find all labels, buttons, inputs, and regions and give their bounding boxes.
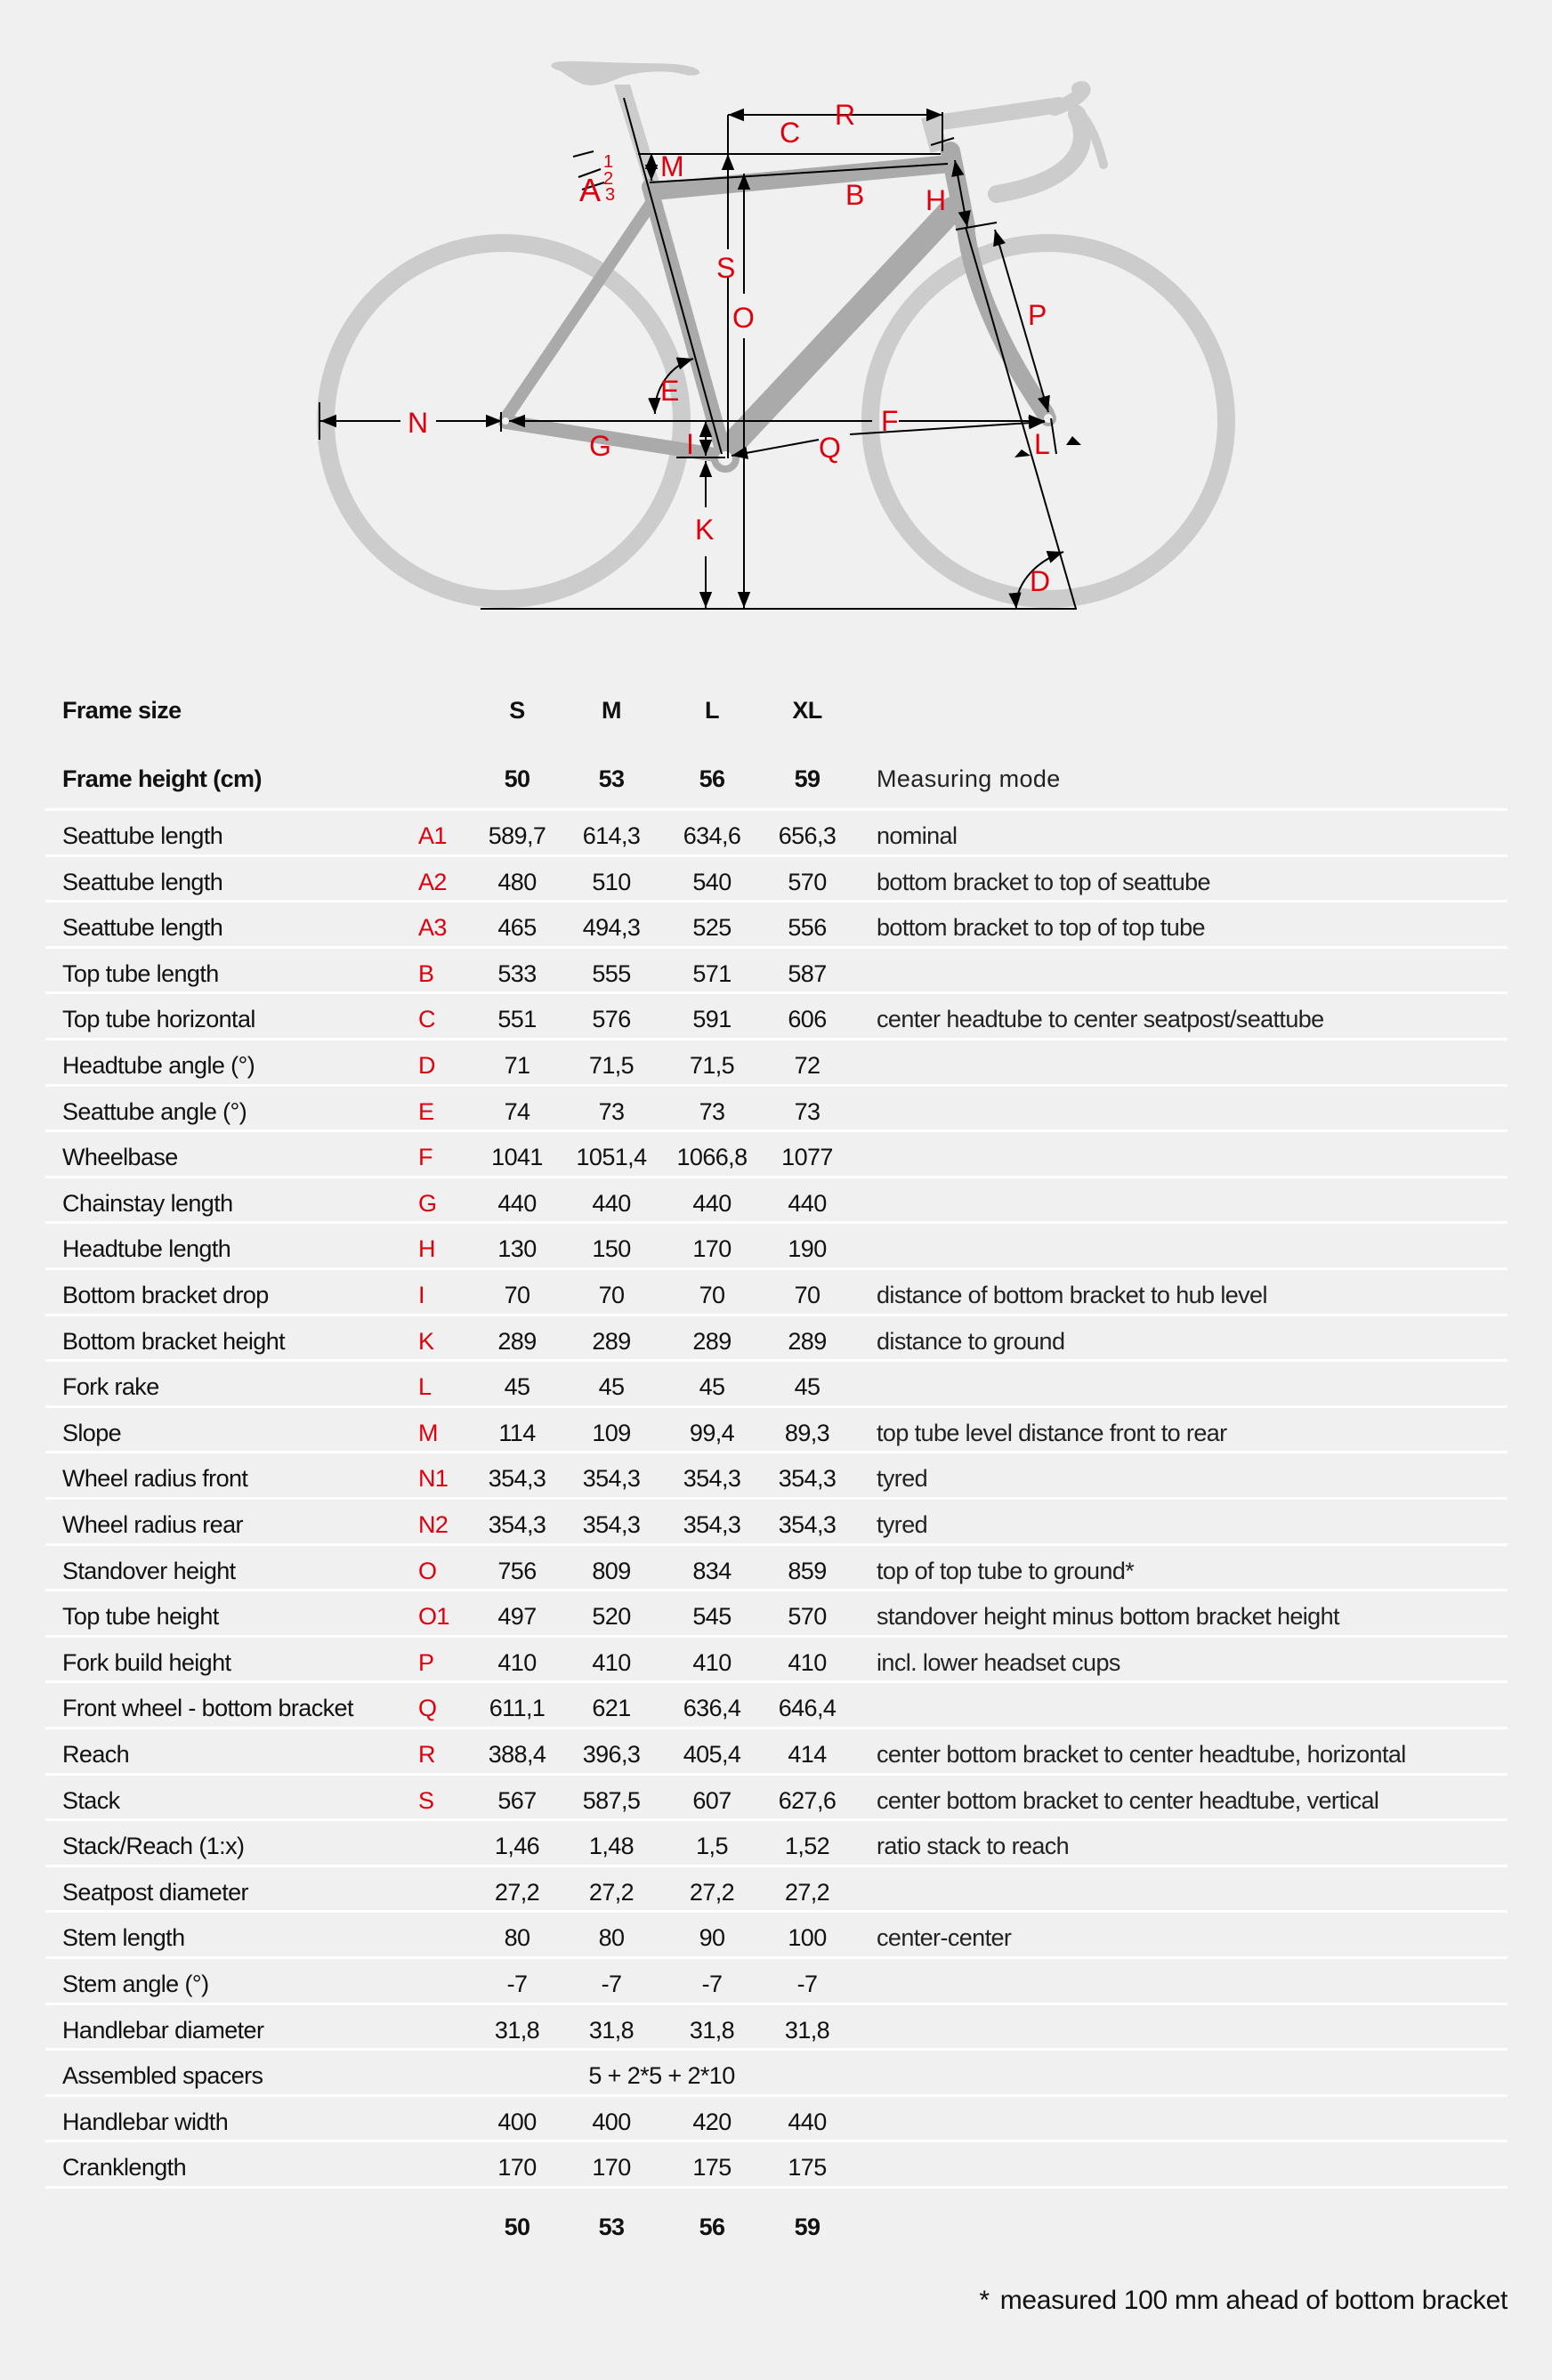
row-description: center bottom bracket to center headtube, vertical xyxy=(877,1787,1379,1814)
table-row xyxy=(0,1869,1552,1915)
row-label: Chainstay length xyxy=(62,1190,233,1217)
row-separator xyxy=(45,1589,1508,1591)
table-row xyxy=(0,1639,1552,1686)
table-row xyxy=(0,1455,1552,1502)
row-value-l: 1,5 xyxy=(696,1833,728,1859)
row-code: C xyxy=(418,1006,435,1032)
size-xl: XL xyxy=(792,697,822,724)
row-label: Seattube length xyxy=(62,914,223,941)
row-separator xyxy=(45,1956,1508,1959)
row-value-m: 70 xyxy=(598,1282,625,1308)
row-label: Fork rake xyxy=(62,1373,159,1400)
row-value-l: 607 xyxy=(692,1787,732,1814)
row-separator xyxy=(45,1773,1508,1776)
row-value-xl: 556 xyxy=(788,914,827,941)
row-label: Seattube length xyxy=(62,869,223,895)
measuring-mode-header: Measuring mode xyxy=(877,765,1061,792)
footnote xyxy=(979,2281,1508,2320)
row-value-m: 170 xyxy=(592,2154,631,2181)
label-A: A xyxy=(579,172,602,208)
size-l: L xyxy=(705,697,719,724)
row-value-s: 497 xyxy=(497,1603,537,1630)
row-separator xyxy=(45,1818,1508,1821)
row-code: B xyxy=(418,960,434,987)
row-value-m: 27,2 xyxy=(588,1879,635,1906)
row-value-s: 45 xyxy=(504,1373,530,1400)
table-row xyxy=(0,1180,1552,1226)
table-row xyxy=(0,1777,1552,1824)
label-N: N xyxy=(408,407,429,439)
label-C: C xyxy=(780,117,801,149)
row-label: Stem angle (°) xyxy=(62,1971,209,1997)
row-separator xyxy=(45,2140,1508,2142)
row-label: Handlebar width xyxy=(62,2109,229,2135)
row-value-m: 576 xyxy=(592,1006,631,1032)
row-value-l: 70 xyxy=(699,1282,725,1308)
row-value-s: 388,4 xyxy=(488,1741,546,1768)
row-label: Assembled spacers xyxy=(62,2062,263,2089)
total-xl: 59 xyxy=(794,2214,820,2240)
row-code: O1 xyxy=(418,1603,449,1630)
row-value-l: 99,4 xyxy=(689,1420,735,1446)
table-row xyxy=(0,1685,1552,1731)
row-value-l: 90 xyxy=(699,1924,725,1951)
row-value-l: 354,3 xyxy=(683,1465,741,1492)
label-D: D xyxy=(1030,565,1051,597)
table-row xyxy=(0,1593,1552,1639)
row-value-l: 440 xyxy=(692,1190,732,1217)
row-value-s: 480 xyxy=(497,869,537,895)
label-E: E xyxy=(660,375,680,407)
size-s: S xyxy=(509,697,525,724)
row-value-m: 73 xyxy=(598,1098,625,1125)
row-value-s: 289 xyxy=(497,1328,537,1355)
row-value-l: 571 xyxy=(692,960,732,987)
row-value-l: 525 xyxy=(692,914,732,941)
row-separator xyxy=(45,946,1508,949)
row-value-l: 636,4 xyxy=(683,1695,741,1721)
row-value-l: 420 xyxy=(692,2109,732,2135)
row-value-s: 71 xyxy=(504,1052,530,1079)
row-label: Seattube length xyxy=(62,822,223,849)
row-value-m: 614,3 xyxy=(582,822,641,849)
row-separator xyxy=(45,1221,1508,1224)
table-row xyxy=(0,904,1552,951)
row-value-xl: 440 xyxy=(788,1190,827,1217)
row-separator xyxy=(45,900,1508,903)
row-value-xl: -7 xyxy=(796,1971,818,1997)
row-value-s: 440 xyxy=(497,1190,537,1217)
table-row xyxy=(0,951,1552,997)
row-description: bottom bracket to top of top tube xyxy=(877,914,1205,941)
down-tube xyxy=(730,209,952,447)
row-value-s: 410 xyxy=(497,1649,537,1676)
row-value-s: 130 xyxy=(497,1235,537,1262)
row-code: R xyxy=(418,1741,435,1768)
row-value-m: 520 xyxy=(592,1603,631,1630)
row-value-xl: 289 xyxy=(788,1328,827,1355)
frame-height-m: 53 xyxy=(598,765,625,792)
row-separator xyxy=(45,1176,1508,1178)
row-description: distance of bottom bracket to hub level xyxy=(877,1282,1267,1308)
row-value-xl: 89,3 xyxy=(784,1420,830,1446)
row-separator xyxy=(45,1405,1508,1408)
row-value-m: 31,8 xyxy=(588,2017,635,2044)
row-value-xl: 27,2 xyxy=(784,1879,830,1906)
row-value-s: 589,7 xyxy=(488,822,546,849)
label-F: F xyxy=(881,405,899,437)
row-value-l: 545 xyxy=(692,1603,732,1630)
row-separator xyxy=(45,1910,1508,1913)
table-row xyxy=(0,813,1552,859)
row-separator xyxy=(45,2048,1508,2051)
row-label: Cranklength xyxy=(62,2154,186,2181)
total-l: 56 xyxy=(699,2214,725,2240)
row-code: A1 xyxy=(418,822,447,849)
label-M: M xyxy=(660,150,684,182)
row-code: I xyxy=(418,1282,424,1308)
row-value-xl: 570 xyxy=(788,869,827,895)
row-code: F xyxy=(418,1144,432,1170)
row-value-l: 45 xyxy=(699,1373,725,1400)
row-separator xyxy=(45,808,1508,811)
row-separator xyxy=(45,1451,1508,1453)
row-value-m: 80 xyxy=(598,1924,625,1951)
row-separator xyxy=(45,1314,1508,1316)
frame-height-l: 56 xyxy=(699,765,725,792)
label-I: I xyxy=(686,428,694,460)
top-tube xyxy=(654,164,950,191)
bike-geometry-diagram xyxy=(0,0,1552,641)
row-label: Top tube height xyxy=(62,1603,219,1630)
row-label: Bottom bracket drop xyxy=(62,1282,269,1308)
row-value-l: 170 xyxy=(692,1235,732,1262)
label-A1: 1 xyxy=(603,152,614,172)
row-value-s: 611,1 xyxy=(489,1695,546,1721)
row-value-l: 175 xyxy=(692,2154,732,2181)
row-code: G xyxy=(418,1190,437,1217)
table-row xyxy=(0,1502,1552,1548)
frame-size-header xyxy=(0,687,1552,733)
table-row xyxy=(0,996,1552,1042)
row-separator xyxy=(45,2094,1508,2097)
row-code: D xyxy=(418,1052,435,1079)
total-s: 50 xyxy=(504,2214,530,2240)
row-value-xl: 45 xyxy=(794,1373,820,1400)
row-description: top tube level distance front to rear xyxy=(877,1420,1227,1446)
label-H: H xyxy=(926,184,947,216)
row-value-xl: 73 xyxy=(794,1098,820,1125)
table-row xyxy=(0,1731,1552,1777)
row-separator xyxy=(45,1635,1508,1638)
row-value-s: 170 xyxy=(497,2154,537,2181)
row-value-m: 494,3 xyxy=(582,914,641,941)
row-value-m: 440 xyxy=(592,1190,631,1217)
label-G: G xyxy=(589,430,611,462)
row-separator xyxy=(45,1084,1508,1087)
row-separator xyxy=(45,1727,1508,1729)
row-value-xl: 70 xyxy=(794,1282,820,1308)
row-value-l: 1066,8 xyxy=(676,1144,748,1170)
label-R: R xyxy=(835,99,856,131)
row-value-xl: 414 xyxy=(788,1741,827,1768)
row-value-xl: 31,8 xyxy=(784,2017,830,2044)
row-label: Wheel radius front xyxy=(62,1465,248,1492)
frame-height-row xyxy=(0,756,1552,802)
row-value-xl: 100 xyxy=(788,1924,827,1951)
footnote-text: measured 100 mm ahead of bottom bracket xyxy=(999,2286,1508,2315)
row-value-m: 400 xyxy=(592,2109,631,2135)
label-A2: 2 xyxy=(603,169,614,189)
row-value-m: 1051,4 xyxy=(576,1144,647,1170)
row-value-xl: 587 xyxy=(788,960,827,987)
row-value-m: 1,48 xyxy=(588,1833,635,1859)
row-label: Stem length xyxy=(62,1924,185,1951)
row-value-s: 567 xyxy=(497,1787,537,1814)
row-description: center-center xyxy=(877,1924,1012,1951)
row-label: Headtube angle (°) xyxy=(62,1052,255,1079)
row-description: nominal xyxy=(877,822,958,849)
row-value-s: 31,8 xyxy=(494,2017,540,2044)
row-value-l: 410 xyxy=(692,1649,732,1676)
frame-height-label: Frame height (cm) xyxy=(62,765,262,792)
row-value-m: 109 xyxy=(592,1420,631,1446)
row-value-xl: 859 xyxy=(788,1558,827,1584)
row-separator xyxy=(45,992,1508,994)
totals-row xyxy=(0,2204,1552,2250)
row-value-l: 405,4 xyxy=(683,1741,741,1768)
table-row xyxy=(0,859,1552,905)
row-code: S xyxy=(418,1787,434,1814)
label-K: K xyxy=(695,514,715,546)
row-value-l: 73 xyxy=(699,1098,725,1125)
frame-size-label: Frame size xyxy=(62,697,182,724)
row-value-l: 289 xyxy=(692,1328,732,1355)
label-L: L xyxy=(1034,428,1050,460)
row-value-l: 31,8 xyxy=(689,2017,735,2044)
label-P: P xyxy=(1028,299,1047,331)
row-code: H xyxy=(418,1235,435,1262)
row-code: Q xyxy=(418,1695,437,1721)
row-value-s: 400 xyxy=(497,2109,537,2135)
row-value-xl: 354,3 xyxy=(778,1465,837,1492)
row-code: P xyxy=(418,1649,434,1676)
label-O: O xyxy=(732,302,755,334)
row-label: Bottom bracket height xyxy=(62,1328,286,1355)
row-value-l: 540 xyxy=(692,869,732,895)
row-value-xl: 175 xyxy=(788,2154,827,2181)
row-value-xl: 646,4 xyxy=(778,1695,837,1721)
table-row xyxy=(0,1042,1552,1089)
row-value-m: 510 xyxy=(592,869,631,895)
row-value-l: 27,2 xyxy=(689,1879,735,1906)
row-label: Seattube angle (°) xyxy=(62,1098,247,1125)
row-separator xyxy=(45,1038,1508,1040)
row-description: center bottom bracket to center headtube, horizontal xyxy=(877,1741,1406,1768)
row-value-s: 1041 xyxy=(491,1144,543,1170)
label-S: S xyxy=(716,252,736,284)
table-row xyxy=(0,1364,1552,1410)
row-code: O xyxy=(418,1558,437,1584)
row-value-xl: 1,52 xyxy=(784,1833,830,1859)
row-value-m: 410 xyxy=(592,1649,631,1676)
frame-height-s: 50 xyxy=(504,765,530,792)
row-label: Stack xyxy=(62,1787,120,1814)
row-separator xyxy=(45,1497,1508,1500)
row-separator xyxy=(45,2186,1508,2189)
row-code: A2 xyxy=(418,869,447,895)
row-value-l: 834 xyxy=(692,1558,732,1584)
row-separator xyxy=(45,1359,1508,1362)
row-description: tyred xyxy=(877,1511,928,1538)
row-label: Fork build height xyxy=(62,1649,231,1676)
row-value-xl: 606 xyxy=(788,1006,827,1032)
row-value-xl: 656,3 xyxy=(778,822,837,849)
row-value-m: 45 xyxy=(598,1373,625,1400)
row-description: top of top tube to ground* xyxy=(877,1558,1135,1584)
table-row xyxy=(0,2052,1552,2099)
row-value-m: 150 xyxy=(592,1235,631,1262)
row-value-s: 551 xyxy=(497,1006,537,1032)
row-value-s: 74 xyxy=(504,1098,530,1125)
row-value-m: 621 xyxy=(592,1695,631,1721)
row-value-s: -7 xyxy=(506,1971,528,1997)
row-value-m: 71,5 xyxy=(588,1052,635,1079)
label-B: B xyxy=(845,179,865,211)
row-value-m: 587,5 xyxy=(582,1787,641,1814)
row-label: Headtube length xyxy=(62,1235,231,1262)
row-value-s: 756 xyxy=(497,1558,537,1584)
row-value-s: 80 xyxy=(504,1924,530,1951)
size-m: M xyxy=(602,697,621,724)
row-span-value: 5 + 2*5 + 2*10 xyxy=(588,2062,735,2089)
row-code: E xyxy=(418,1098,434,1125)
row-value-s: 465 xyxy=(497,914,537,941)
row-label: Reach xyxy=(62,1741,130,1768)
row-label: Handlebar diameter xyxy=(62,2017,264,2044)
row-description: distance to ground xyxy=(877,1328,1065,1355)
row-label: Standover height xyxy=(62,1558,236,1584)
row-code: L xyxy=(418,1373,432,1400)
row-code: N2 xyxy=(418,1511,449,1538)
row-value-l: 71,5 xyxy=(689,1052,735,1079)
table-row xyxy=(0,1226,1552,1272)
row-code: K xyxy=(418,1328,434,1355)
row-value-s: 1,46 xyxy=(494,1833,540,1859)
row-separator xyxy=(45,1129,1508,1132)
row-value-l: 354,3 xyxy=(683,1511,741,1538)
row-label: Wheel radius rear xyxy=(62,1511,243,1538)
row-label: Top tube horizontal xyxy=(62,1006,255,1032)
row-value-m: -7 xyxy=(601,1971,622,1997)
row-value-xl: 570 xyxy=(788,1603,827,1630)
table-row xyxy=(0,1318,1552,1364)
row-value-s: 533 xyxy=(497,960,537,987)
table-row xyxy=(0,1410,1552,1456)
row-value-s: 114 xyxy=(498,1420,536,1446)
table-row xyxy=(0,1961,1552,2007)
row-code: N1 xyxy=(418,1465,449,1492)
table-row xyxy=(0,1089,1552,1135)
row-description: standover height minus bottom bracket height xyxy=(877,1603,1339,1630)
row-value-xl: 1077 xyxy=(781,1144,833,1170)
row-value-m: 354,3 xyxy=(582,1465,641,1492)
row-value-xl: 627,6 xyxy=(778,1787,837,1814)
row-label: Seatpost diameter xyxy=(62,1879,248,1906)
row-code: A3 xyxy=(418,914,447,941)
table-row xyxy=(0,1548,1552,1594)
table-row xyxy=(0,1915,1552,1961)
footnote-star: * xyxy=(979,2286,990,2315)
row-separator xyxy=(45,1865,1508,1867)
row-description: ratio stack to reach xyxy=(877,1833,1070,1859)
row-value-xl: 190 xyxy=(788,1235,827,1262)
row-value-xl: 72 xyxy=(794,1052,820,1079)
row-value-l: 634,6 xyxy=(683,822,741,849)
row-value-s: 354,3 xyxy=(488,1465,546,1492)
table-row xyxy=(0,1272,1552,1318)
table-row xyxy=(0,2099,1552,2145)
row-value-xl: 440 xyxy=(788,2109,827,2135)
row-separator xyxy=(45,1267,1508,1270)
row-description: tyred xyxy=(877,1465,928,1492)
table-row xyxy=(0,2144,1552,2190)
label-Q: Q xyxy=(819,432,841,464)
row-label: Wheelbase xyxy=(62,1144,178,1170)
row-value-s: 354,3 xyxy=(488,1511,546,1538)
table-row xyxy=(0,2007,1552,2053)
row-description: bottom bracket to top of seattube xyxy=(877,869,1210,895)
row-label: Front wheel - bottom bracket xyxy=(62,1695,353,1721)
row-value-l: 591 xyxy=(692,1006,732,1032)
row-description: center headtube to center seatpost/seattube xyxy=(877,1006,1324,1032)
row-value-m: 289 xyxy=(592,1328,631,1355)
table-row xyxy=(0,1823,1552,1869)
row-separator xyxy=(45,1680,1508,1683)
total-m: 53 xyxy=(598,2214,625,2240)
row-value-l: -7 xyxy=(701,1971,723,1997)
row-value-xl: 410 xyxy=(788,1649,827,1676)
row-code: M xyxy=(418,1420,438,1446)
frame-height-xl: 59 xyxy=(794,765,820,792)
label-A3: 3 xyxy=(605,185,616,205)
row-value-m: 354,3 xyxy=(582,1511,641,1538)
row-value-xl: 354,3 xyxy=(778,1511,837,1538)
row-separator xyxy=(45,1543,1508,1546)
row-label: Stack/Reach (1:x) xyxy=(62,1833,245,1859)
row-separator xyxy=(45,854,1508,857)
row-separator xyxy=(45,2003,1508,2005)
row-label: Top tube length xyxy=(62,960,219,987)
row-description: incl. lower headset cups xyxy=(877,1649,1120,1676)
row-value-m: 396,3 xyxy=(582,1741,641,1768)
row-value-s: 27,2 xyxy=(494,1879,540,1906)
row-value-m: 555 xyxy=(592,960,631,987)
table-row xyxy=(0,1134,1552,1180)
row-value-s: 70 xyxy=(504,1282,530,1308)
row-value-m: 809 xyxy=(592,1558,631,1584)
row-label: Slope xyxy=(62,1420,122,1446)
